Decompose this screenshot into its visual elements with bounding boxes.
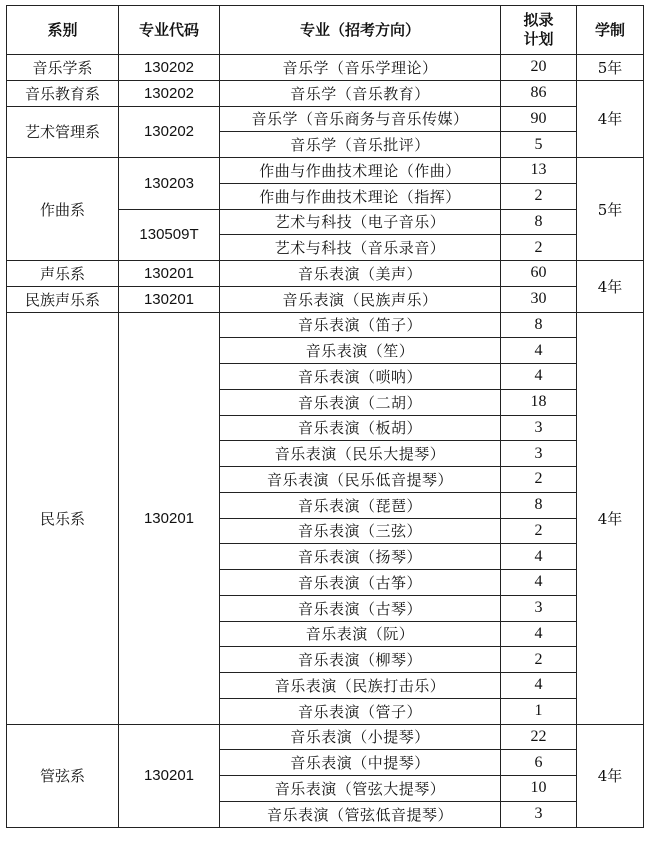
header-row [7, 6, 644, 55]
quota-cell: 30 [501, 286, 577, 312]
table-row [7, 312, 644, 338]
years-cell: 4年 [577, 261, 644, 313]
major-cell: 音乐表演（民乐大提琴） [220, 441, 501, 467]
enrollment-plan-table [6, 5, 644, 828]
major-cell: 艺术与科技（音乐录音） [220, 235, 501, 261]
code-cell: 130202 [119, 55, 220, 81]
quota-cell: 5 [501, 132, 577, 158]
major-cell: 音乐表演（中提琴） [220, 750, 501, 776]
major-cell: 音乐表演（民族打击乐） [220, 673, 501, 699]
major-cell: 音乐表演（古筝） [220, 570, 501, 596]
quota-cell: 4 [501, 673, 577, 699]
table-row [7, 261, 644, 287]
major-cell: 音乐表演（管弦大提琴） [220, 776, 501, 802]
quota-cell: 2 [501, 183, 577, 209]
quota-cell: 8 [501, 312, 577, 338]
major-cell: 艺术与科技（电子音乐） [220, 209, 501, 235]
major-cell: 音乐学（音乐教育） [220, 80, 501, 106]
quota-cell: 13 [501, 158, 577, 184]
dept-cell: 管弦系 [7, 724, 119, 827]
major-cell: 音乐表演（唢呐） [220, 364, 501, 390]
table-row [7, 158, 644, 184]
code-cell: 130201 [119, 286, 220, 312]
years-cell: 4年 [577, 724, 644, 827]
code-cell: 130201 [119, 724, 220, 827]
code-cell: 130201 [119, 261, 220, 287]
quota-cell: 4 [501, 338, 577, 364]
major-cell: 音乐表演（板胡） [220, 415, 501, 441]
quota-cell: 3 [501, 801, 577, 827]
major-cell: 音乐学（音乐商务与音乐传媒） [220, 106, 501, 132]
major-cell: 音乐学（音乐学理论） [220, 55, 501, 81]
code-cell: 130202 [119, 106, 220, 158]
major-cell: 作曲与作曲技术理论（作曲） [220, 158, 501, 184]
dept-cell: 音乐学系 [7, 55, 119, 81]
table-row [7, 286, 644, 312]
major-cell: 音乐表演（管子） [220, 698, 501, 724]
quota-cell: 86 [501, 80, 577, 106]
dept-cell: 民族声乐系 [7, 286, 119, 312]
header-quota [501, 6, 577, 55]
table-row [7, 106, 644, 132]
major-cell: 音乐表演（阮） [220, 621, 501, 647]
quota-cell: 2 [501, 647, 577, 673]
major-cell: 音乐表演（民乐低音提琴） [220, 467, 501, 493]
major-cell: 音乐表演（三弦） [220, 518, 501, 544]
major-cell: 音乐表演（琵琶） [220, 492, 501, 518]
header-years: 学制 [577, 6, 644, 55]
major-cell: 音乐表演（笛子） [220, 312, 501, 338]
quota-cell: 3 [501, 415, 577, 441]
table-row [7, 80, 644, 106]
major-cell: 音乐表演（管弦低音提琴） [220, 801, 501, 827]
major-cell: 音乐表演（民族声乐） [220, 286, 501, 312]
quota-cell: 8 [501, 209, 577, 235]
dept-cell: 声乐系 [7, 261, 119, 287]
quota-cell: 6 [501, 750, 577, 776]
quota-cell: 10 [501, 776, 577, 802]
major-cell: 音乐学（音乐批评） [220, 132, 501, 158]
header-major: 专业（招考方向） [220, 6, 501, 55]
quota-cell: 2 [501, 518, 577, 544]
table-row [7, 724, 644, 750]
dept-cell: 作曲系 [7, 158, 119, 261]
quota-cell: 1 [501, 698, 577, 724]
quota-cell: 4 [501, 570, 577, 596]
major-cell: 音乐表演（美声） [220, 261, 501, 287]
dept-cell: 音乐教育系 [7, 80, 119, 106]
major-cell: 音乐表演（笙） [220, 338, 501, 364]
code-cell: 130201 [119, 312, 220, 724]
header-quota-line2: 计划 [523, 30, 554, 48]
quota-cell: 3 [501, 441, 577, 467]
major-cell: 音乐表演（二胡） [220, 389, 501, 415]
major-cell: 音乐表演（古琴） [220, 595, 501, 621]
quota-cell: 20 [501, 55, 577, 81]
years-cell: 5年 [577, 158, 644, 261]
years-cell: 4年 [577, 80, 644, 157]
dept-cell: 艺术管理系 [7, 106, 119, 158]
dept-cell: 民乐系 [7, 312, 119, 724]
major-cell: 音乐表演（小提琴） [220, 724, 501, 750]
years-cell: 4年 [577, 312, 644, 724]
quota-cell: 2 [501, 467, 577, 493]
quota-cell: 18 [501, 389, 577, 415]
quota-cell: 3 [501, 595, 577, 621]
years-cell: 5年 [577, 55, 644, 81]
header-code: 专业代码 [119, 6, 220, 55]
code-cell: 130509T [119, 209, 220, 261]
quota-cell: 4 [501, 544, 577, 570]
major-cell: 音乐表演（扬琴） [220, 544, 501, 570]
table-row [7, 55, 644, 81]
quota-cell: 2 [501, 235, 577, 261]
major-cell: 音乐表演（柳琴） [220, 647, 501, 673]
header-quota-line1: 拟录 [523, 11, 554, 29]
header-dept: 系别 [7, 6, 119, 55]
code-cell: 130203 [119, 158, 220, 210]
quota-cell: 60 [501, 261, 577, 287]
quota-cell: 4 [501, 621, 577, 647]
quota-cell: 90 [501, 106, 577, 132]
quota-cell: 22 [501, 724, 577, 750]
code-cell: 130202 [119, 80, 220, 106]
quota-cell: 4 [501, 364, 577, 390]
major-cell: 作曲与作曲技术理论（指挥） [220, 183, 501, 209]
quota-cell: 8 [501, 492, 577, 518]
